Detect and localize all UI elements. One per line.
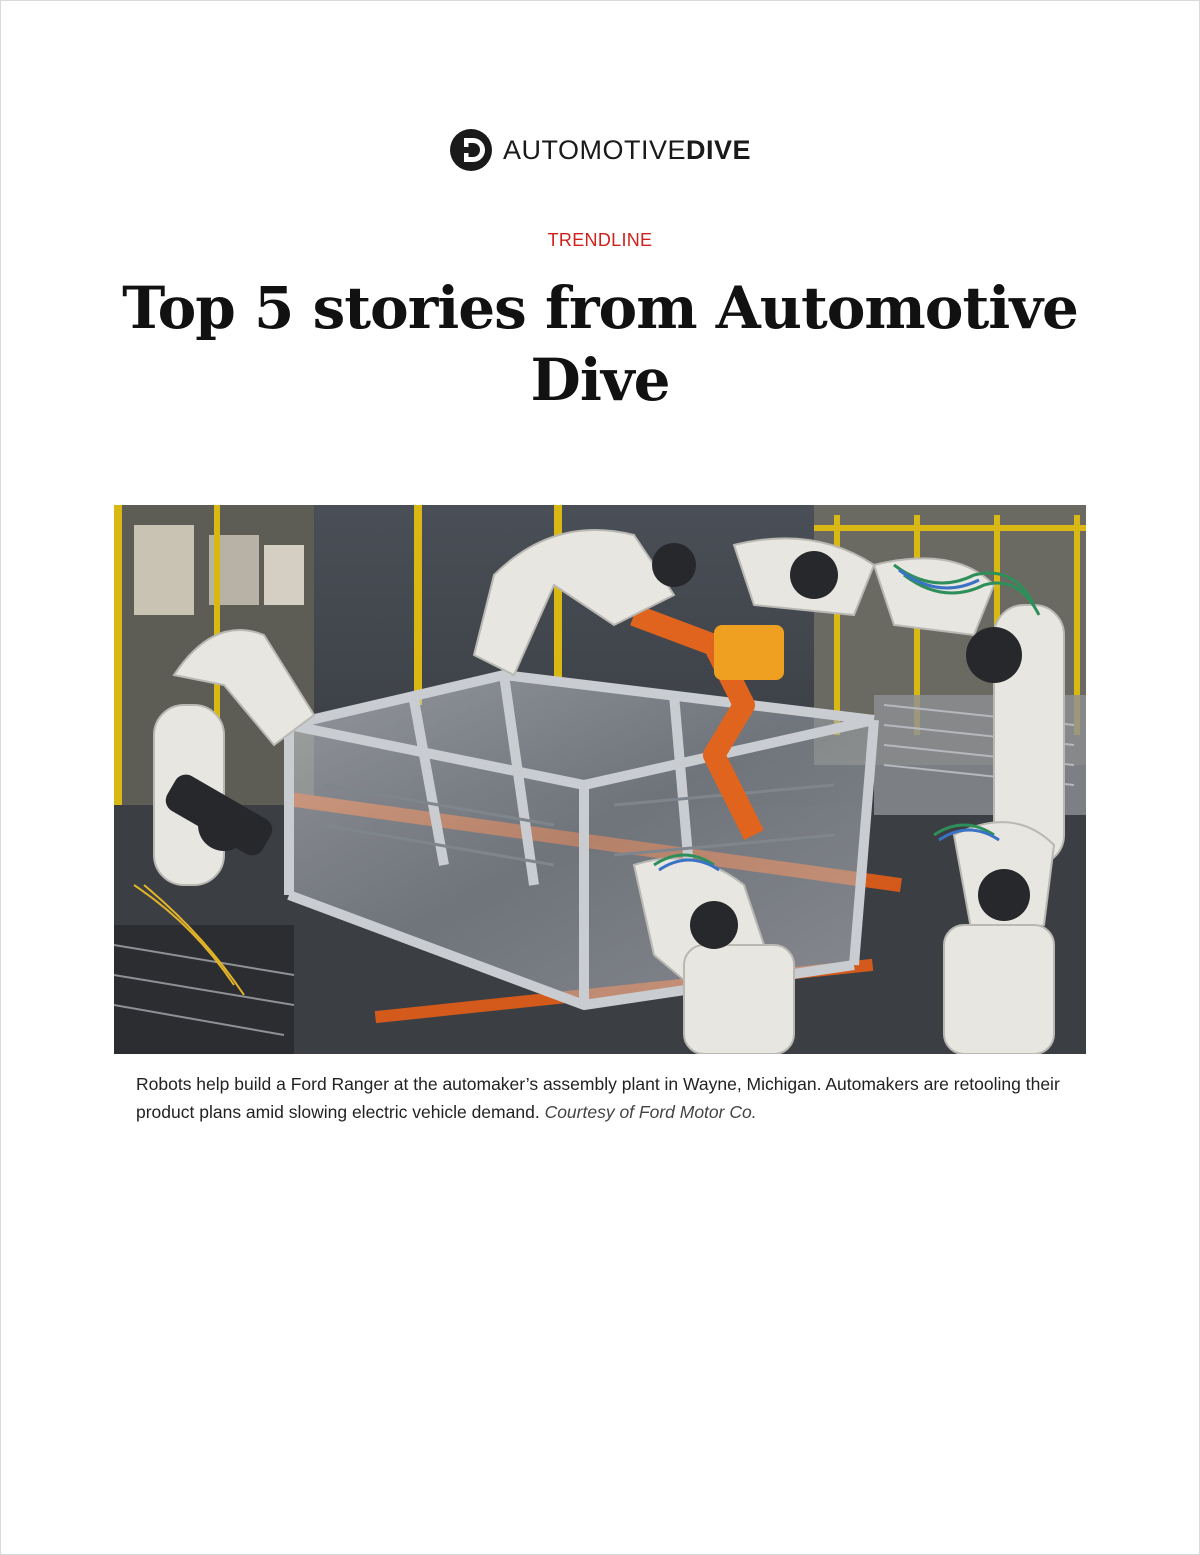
caption-text: Robots help build a Ford Ranger at the automaker’s assembly plant in Wayne, Michigan. Automakers are retooling their product plans amid slowing electric vehicle demand.: [136, 1074, 1060, 1122]
page-title: [100, 272, 1100, 416]
kicker-label: TRENDLINE: [547, 230, 653, 250]
brand-wordmark: [502, 134, 752, 165]
robot-assembly-illustration: [114, 505, 1086, 1054]
brand-name-light: AUTOMOTIVE: [502, 134, 686, 165]
photo-credit: Courtesy of Ford Motor Co.: [544, 1102, 757, 1122]
automotive-dive-logo-icon: [449, 128, 493, 172]
title-line-2: Dive: [530, 346, 670, 414]
brand-name-bold: DIVE: [686, 134, 752, 165]
photo-caption: [136, 1070, 1066, 1126]
title-line-1: Top 5 stories from Automotive: [122, 274, 1078, 342]
brand-header: [0, 128, 1200, 172]
hero-photo: [114, 505, 1086, 1054]
